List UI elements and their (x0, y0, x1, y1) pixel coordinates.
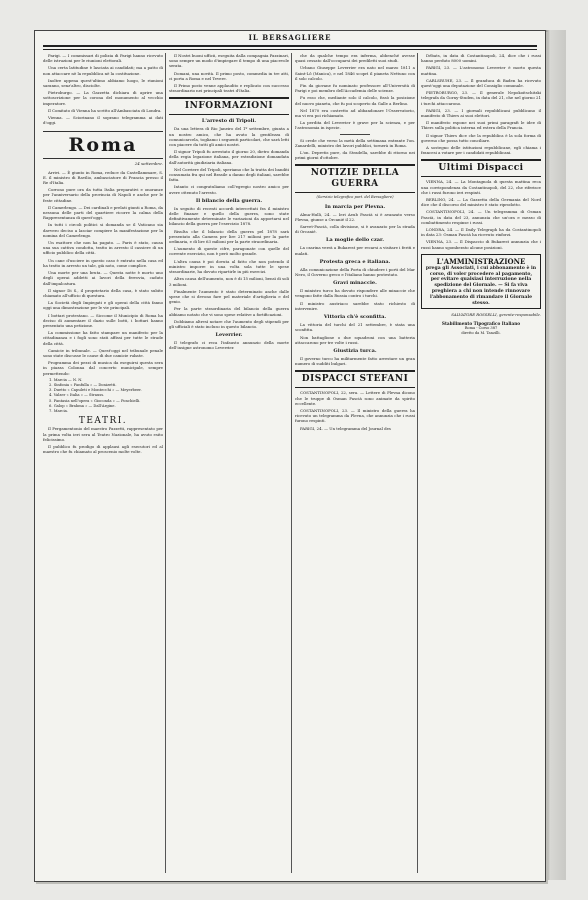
paragraph: Inoltre appena quest'ultimo abbiamo luogo, le riunioni saranno, senz'altro, disciolte. (43, 77, 163, 89)
paragraph: Il Comitato di Vienna ha scritto all'Ambasciata di Londra. (48, 107, 162, 113)
printer-address: Roma - Corso 387 (464, 325, 498, 330)
paragraph: Pietroburgo. — La Gazzetta dichiara di aprire una sottoscrizione per la corona del monumento al vecchio imperatore. (43, 90, 163, 106)
paragraph: Finalmente l'aumento è stato determinato anche dalle spese che si devono fare pel materiale d'artiglieria e del genio. (169, 288, 289, 305)
program-item: 5. Fantasia nell'opera « Gioconda » — Ponchielli. (49, 398, 141, 403)
article-title: La moglie dello czar. (326, 237, 384, 244)
paragraph: La czarina verrà a Bukarest per recarsi a visitare i feriti e malati. (295, 245, 415, 256)
paragraph: La perdita del Leverrier è grave per la scienza, e per l'astronomia in ispecie. (295, 120, 415, 131)
paragraph: Corrono pure ora da tutta Italia preparativi e onoranze per l'anniversario della provincia di Napoli e anche per le feste cittadine. (43, 187, 163, 203)
paragraph: Il pubblico fu prodigo di applausi agli esecutori ed al maestro che fu chiamato al proscenio molte volte. (43, 443, 163, 455)
paragraph: Domani, una novità. Il primo posto, commedia in tre atti, ci porta a Roma e nel Tevere. (169, 70, 289, 81)
article-title: Leverrier. (215, 332, 243, 339)
notice-lead: L'AMMINISTRAZIONE (436, 256, 526, 266)
paragraph: Il signor Tripoli fu arrestato il giorno 20, dietro domanda della regia legazione italiana, per estradizione domandata dall'autorità giudiziaria italiana. (169, 149, 289, 165)
gerente-signature: SALVATORE ROSSELLI, gerente-responsabile. (451, 312, 541, 318)
article-title: L'arresto di Tripoli. (201, 118, 257, 125)
article-title: In marcia per Plevna. (324, 203, 386, 210)
paragraph: Il signor Thiers dice che la repubblica è la sola forma di governo che possa tutto conciliare. (421, 132, 541, 143)
paragraph: Parigi. — I commissari di polizia di Parigi hanno ricevuto delle istruzioni per le riunioni elettorali. (43, 53, 163, 64)
paragraph: COSTANTINOPOLI, 22, sera. — Lettere di Plevna dicono che le truppe di Osman Pascià sono animate da spirito eccellente. (295, 390, 415, 406)
column-3 (295, 53, 415, 873)
paragraph: Débats, in data di Costantinopoli, 24, dice che i russi hanno perduto 8000 uomini. (421, 53, 541, 64)
paragraph: CARLSRUHE, 23. — Il granduca di Baden ha ricevuto quest'oggi una deputazione del Consiglio comunale. (421, 77, 541, 89)
paragraph: Nel Corriere del Tripoli, speriamo che la tratta dei banditi consumata fra qui nel Brasile a danno degli italiani, sarebbe fatta. (169, 166, 290, 183)
paragraph: Il Pergamentonio del maestro Pazzetti, rappresentato per la prima volta ieri sera al Teatro Nazionale, ha avuto esito felicissimo. (43, 426, 163, 442)
paragraph: Una morte per una bruta. — Questa notte è morto uno degli operai addetti ai lavori della ferrovia, caduto dall'impalcatura. (43, 270, 163, 286)
column-4 (421, 53, 541, 873)
paragraph: Un cane d'usciere in questo caso è entrato nella casa ed ha tratto in arresto un tale, già noto, come complice. (43, 257, 163, 268)
dateline: 24 settembre. (134, 161, 163, 167)
paragraph: Il governo turco ha militarmente fatto arrestare un gran numero di sudditi bulgari. (295, 355, 415, 367)
paragraph: Un esattore che non ha pagato. — Paris è stato, causa una sua cattiva condotta, tratto in arresto il cassiere di un ufficio pubblico della città. (43, 240, 163, 256)
column-2 (169, 53, 289, 873)
section-title-dispacci-stefani: DISPACCI STEFANI (295, 370, 415, 388)
section-title-informazioni: INFORMAZIONI (169, 97, 289, 115)
paragraph: L'aumento di queste cifre, paragonate con quelle del corrente esercizio, non è però molto grande. (169, 246, 289, 257)
administration-notice (421, 254, 541, 310)
paragraph: La Società degli Impiegati e gli operai della città fanno oggi una dimostrazione per le vie principali. (43, 300, 163, 311)
paragraph: Alla comunicazione della Porta di chiudere i porti del Mar Nero, il Governo greco e l'italiano hanno protestato. (295, 266, 415, 278)
section-title-notizie-guerra: NOTIZIE DELLA GUERRA (295, 164, 415, 193)
paragraph: La commissione ha fatto stampare un manifesto per la cittadinanza e i fogli sono stati affissi per tutte le strade della città. (43, 330, 163, 346)
paragraph: che da qualche tempo era inferma, abbenché avesse quasi cessato dall'occuparsi dei prediletti suoi studi. (295, 53, 415, 64)
paragraph: I bottari protestano. — Siccome il Municipio di Roma ha deciso di aumentare il dazio sulle botti, i bottari hanno presentato una petizione. (43, 312, 163, 328)
paragraph: PIETROBURGO, 23. — Il generale Nepokoitschitzki telegrafa da Gorny-Studen, in data del 21, che nel giorno 21 i turchi attaccarono. (421, 90, 541, 106)
program-item: 7. Marcia. (49, 408, 69, 413)
paragraph: In tutti i circoli politici si domanda se il Vaticano sia davvero deciso a lasciar compiere la manifestazione per la nomina del Camerlengo. (43, 222, 163, 238)
paragraph: PARIGI, 24. — Un telegramma del Journal des (300, 425, 391, 431)
program-item: 1. Marcia — N. N. (49, 377, 83, 382)
article-title: Il bilancio della guerra. (195, 197, 263, 204)
paragraph: Il Nostri buoni ufficii, eseguita dalla compagnia Pazzinari, sono sempre un modo d'impiegare il tempo di una piacevole serata. (169, 53, 289, 69)
paragraph: PARIGI, 23. — I giornali repubblicani pubblicano il manifesto di Thiers ai suoi elettori. (421, 107, 541, 119)
paragraph: Risulta che il bilancio della guerra pel 1878 sarà presentato alla Camera per lire 217 milioni per la parte ordinaria, e di lire 63 milioni per la parte straordinaria. (169, 228, 289, 245)
paragraph: Fin da giovane fu nominato professore all'Università di Parigi e poi membro dell'Accademia delle scienze. (295, 83, 415, 94)
paragraph: Urbano Giuseppe Leverrier era nato nel marzo 1811 a Saint-Lô (Manica), e nel 1846 scoprì il pianeta Nettuno con il solo calcolo. (295, 65, 415, 81)
program-item: 4. Valzer « Italia » — Strauss. (49, 393, 105, 398)
paragraph: Arrivi. — È giunto in Roma, reduce da Castellammare, S. E. il ministro di Ravilio, ambasciatore di Francia presso il Re d'Italia. (43, 169, 163, 186)
article-title: Gravi minaccie. (333, 280, 377, 287)
column-rule (417, 53, 418, 873)
program-item: 3. Duetto « Capuleti e Montecchi » — Meyerbeer. (49, 388, 142, 393)
paragraph: Il manifesto espone nei suoi primi paragrafi le idee di Thiers sulla politica interna ed estera della Francia. (421, 120, 541, 131)
paragraph: Alma-Hulli, 24. — Ieri Aeub Pascià si è avanzato verso Plevna, giunse a Orcanié il 22. (295, 211, 415, 222)
paragraph: La vittoria del turchi del 21 settembre, è stata una sconfitta. (295, 322, 415, 333)
masthead: IL BERSAGLIERE (248, 33, 332, 42)
paragraph: Non battaglione o due squadroni con una batteria attaccarono per tre volte i russi. (295, 334, 415, 345)
notice-body: prega gli Associati, i cui abbonamento è in corso, di voler procedere al pagamento, per evitare qualsiasi interruzione nella spedizione del Giornale. — Si fa viva preghiera a chi non intende rinnovare l'abbonamento di rimandare il Giornale stesso. (425, 265, 537, 306)
article-title: Protesta greca e italiana. (319, 258, 391, 265)
paragraph: In seguito di recenti accordi intercettati fra il ministro delle finanze e quello della guerra, sono state definitivamente determinate le variazioni da apportarsi nel bilancio della guerra per l'esercizio 1878. (169, 205, 289, 227)
paragraph: LONDRA, 24. — Il Daily Telegraph ha da Costantinopoli in data 23: Osman Pascià ha ricevuto rinforzi. (421, 227, 541, 238)
paragraph: Intanto ci congratuliamo coll'egregio nostro amico per avere ottenuto l'arresto. (169, 184, 289, 195)
column-rule (291, 53, 292, 873)
paragraph: Il Primo posto venne applaudito e replicato con successo straordinario nei principali teatri d'Italia. (169, 83, 289, 94)
paragraph: L'altra causa è poi dovuta al fatto che non potendo il ministro imporre in una volta sola tutte le spese straordinarie, ha dovuto ripartirle in più esercizi. (169, 258, 289, 275)
paragraph: Si crede che verso la metà della settimana entrante l'on. Zanardelli, ministro dei lavori pubblici, tornerà in Roma. (295, 137, 415, 148)
paragraph: Il Camerlengo. — Dei cardinali e prelati giunti a Roma, da nessuna delle parti del quartiere ricorre la calma della Rappresentanza di quest'oggi. (43, 204, 163, 221)
printer-director: diretto da M. Tanzilli. (461, 331, 501, 336)
paragraph: Fu esso che, mediante solo il calcolo, fissò la posizione del nuovo pianeta, che fu poi scoperto da Galle a Berlino. (295, 95, 415, 106)
paragraph: Il telegrafo ci reca l'infausto annunzio della morte dell'insigne astronomo Leverrier. (169, 340, 289, 351)
paragraph: COSTANTINOPOLI, 24. — Un telegramma di Osman Pascià, in data del 23, annunzia che un'ora e mezzo di combattimento respinse i russi. (421, 209, 541, 225)
paragraph: Camicie in tribunale. — Quest'oggi nel tribunale penale sono state discusse le cause di due camicie rubate. (43, 347, 163, 358)
section-subtitle: (Servizio telegrafico part. del Bersagliere) (316, 195, 394, 200)
section-title-roma: Roma (43, 131, 163, 159)
paragraph: VIENNA, 23. — Il Dispaccio di Bukarest annunzia che i russi hanno sgomberato alcune posizioni. (421, 239, 541, 250)
header-rule (43, 45, 537, 47)
paragraph: Nel 1870 era costretto ad abbandonare l'Osservatorio, ma vi era poi richiamato. (295, 107, 415, 119)
paragraph: Il ministro turco ha dovuto rispondere alle minaccie che vengono fatte dalla Russia contro i turchi. (295, 288, 415, 299)
paragraph: Il signor Di S., il proprietario della casa, è stato subito chiamato all'ufficio di questura. (43, 287, 163, 298)
page-edge (546, 30, 566, 880)
paragraph: Dobbiamo altresì notare che l'aumento degli stipendi per gli ufficiali è stato incluso in questo bilancio. (169, 318, 289, 329)
section-title-teatri: TEATRI. (78, 416, 128, 427)
header-rule-thin (43, 49, 537, 50)
paragraph: BERLINO, 24. — La Gazzetta della Germania del Nord dice che il discorso del ministro è stato riprodotto. (421, 197, 541, 208)
program-item: 2. Sinfonia « Fanfulla » — Donizetti. (49, 382, 117, 387)
paragraph: Sarvet-Pascià, colla divisione, si è avanzato per la strada di Orcanié. (295, 224, 415, 235)
paragraph: PARIGI, 23. — L'astronomo Leverrier è morto questa mattina. (421, 65, 541, 76)
paragraph: Da una lettera di Rio Janeiro del 1º settembre, giunta a un nostro amico, che ha avuto la gentilezza di comunicarcela, togliamo i seguenti particolari, che sarà letti con piacere da tutti gli amici nostri. (169, 126, 289, 148)
paragraph: Il ministro austriaco sarebbe stato richiesto di intervenire. (295, 300, 415, 311)
column-rule (165, 53, 166, 873)
column-1 (43, 53, 163, 873)
article-title: Vittoria ch'è sconfitta. (323, 314, 387, 321)
paragraph: COSTANTINOPOLI, 23. — Il ministro della guerra ha ricevuto un telegramma da Plevna, che annunzia che i russi furono respinti. (295, 407, 415, 424)
article-title: Giustizia turca. (333, 347, 377, 354)
paragraph: L'on. Depretis pure, da Stradella, sarebbe di ritorno nei primi giorni d'ottobre. (295, 150, 415, 161)
program-item: 6. Galop « Brahma » — Dall'Argine. (49, 403, 116, 408)
paragraph: VIENNA, 24. — La Montagnola di questa mattina reca una corrispondenza da Costantinopoli, del 22, che riferisce che i russi furono ieri respinti. (421, 179, 541, 195)
printer-name: Stabilimento Tipografico Italiano (441, 320, 521, 326)
paragraph: Vienna. — Sciorinano il soprano telegramma ai dati d'oggi. (43, 115, 163, 126)
paragraph: A sostegno delle istituzioni repubblicane, egli chiama i francesi a votare per i candidati repubblicani. (421, 145, 541, 156)
section-title-ultimi-dispacci: Ultimi Dispacci (421, 159, 541, 177)
paragraph: Programma dei pezzi di musica da eseguirsi questa sera in piazza Colonna dal concerto municipale, sempre permettendo: (43, 360, 163, 376)
paragraph: Una certa latitudine è lasciata ai candidati; ma a patto di non attaccare nè la repubblica nè la costituzione. (43, 65, 163, 76)
separator (340, 134, 370, 135)
paragraph: Per la parte straordinaria del bilancio della guerra abbiamo notato che vi sono spese relative a fortificazioni. (169, 306, 289, 317)
newspaper-page (34, 30, 546, 882)
paragraph: Altra causa dell'aumento, non è di 15 milioni, bensì di soli 3 milioni. (169, 276, 289, 287)
